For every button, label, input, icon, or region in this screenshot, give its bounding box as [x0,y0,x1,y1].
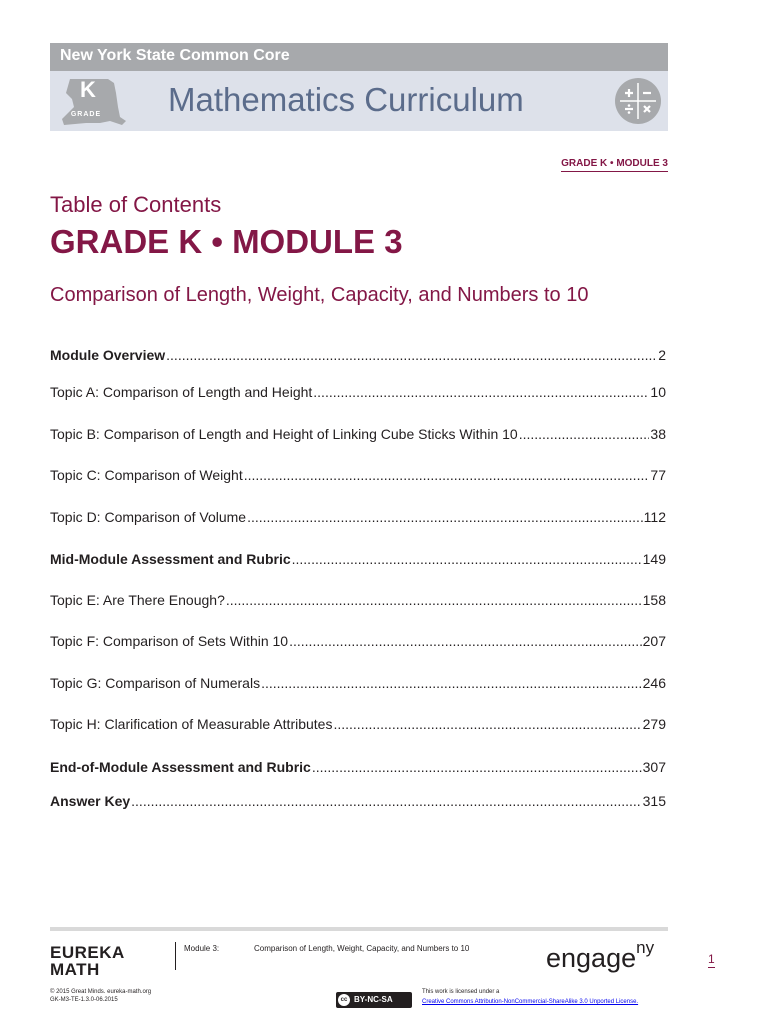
toc-entry-label: Topic B: Comparison of Length and Height of Linking Cube Sticks Within 10 [50,426,518,442]
curriculum-title: Mathematics Curriculum [168,81,524,118]
toc-entry[interactable] [50,716,666,732]
module-subtitle: Comparison of Length, Weight, Capacity, and Numbers to 10 [50,284,589,306]
logo-line-2: MATH [50,960,100,979]
grade-letter: K [80,77,96,102]
toc-leader-dots [131,793,641,809]
toc-leader-dots [333,716,641,732]
creative-commons-badge[interactable] [336,992,412,1008]
toc-entry-label: Topic H: Clarification of Measurable Attributes [50,716,333,732]
toc-leader-dots [247,509,643,525]
license-link[interactable]: Creative Commons Attribution-NonCommercial-ShareAlike 3.0 Unported License. [422,999,639,1005]
toc-entry[interactable] [50,675,666,691]
toc-entry[interactable] [50,384,666,400]
toc-entry-label: End-of-Module Assessment and Rubric [50,759,311,775]
copyright-line: © 2015 Great Minds. eureka-math.org [50,989,152,995]
toc-heading: Table of Contents [50,192,222,217]
toc-entry-label: Module Overview [50,347,166,363]
module-tag: GRADE K • MODULE 3 [561,158,668,172]
license-text: This work is licensed under a [422,989,500,995]
page-title: GRADE K • MODULE 3 [50,223,403,260]
toc-entry-page: 77 [650,467,666,483]
toc-leader-dots [292,551,642,567]
toc-entry-page: 10 [650,384,666,400]
header-banner-main [50,71,668,131]
toc-entry-label: Topic C: Comparison of Weight [50,467,243,483]
toc-leader-dots [312,759,642,775]
copyright-block [50,988,151,1004]
toc-entry-page: 246 [642,675,666,691]
toc-entry-page: 279 [642,716,666,732]
toc-leader-dots [289,633,642,649]
engage-sup: ny [636,938,655,957]
toc-entry-page: 315 [642,793,666,809]
page-number: 1 [708,952,715,966]
toc-entry[interactable] [50,592,666,608]
toc-entry-page: 307 [642,759,666,775]
engageny-logo [546,938,655,974]
toc-entry[interactable] [50,426,666,442]
toc-entry-label: Topic A: Comparison of Length and Height [50,384,313,400]
footer-divider [50,927,668,931]
program-name: New York State Common Core [60,47,290,64]
toc-leader-dots [244,467,650,483]
footer-module-label: Module 3: [184,944,220,953]
toc-entry-label: Topic F: Comparison of Sets Within 10 [50,633,289,649]
toc-entry-page: 112 [643,509,666,525]
toc-leader-dots [166,347,657,363]
math-operations-icon [614,77,662,125]
toc-entry-page: 38 [650,426,666,442]
toc-leader-dots [519,426,650,442]
toc-entry[interactable] [50,509,666,525]
toc-entry-label: Topic D: Comparison of Volume [50,509,247,525]
toc-entry[interactable] [50,347,666,363]
footer-module-title: Comparison of Length, Weight, Capacity, and Numbers to 10 [254,944,470,953]
cc-icon: cc [338,994,350,1006]
engage-text: engage [546,943,637,973]
footer-separator [175,942,176,970]
header-banner-top [50,43,668,71]
toc-entry-page: 158 [642,592,666,608]
toc-entry[interactable] [50,551,666,567]
toc-entry-page: 207 [642,633,666,649]
toc-leader-dots [313,384,649,400]
toc-entry-label: Topic G: Comparison of Numerals [50,675,261,691]
toc-entry[interactable] [50,793,666,809]
toc-entry-page: 2 [658,347,666,363]
toc-entry[interactable] [50,759,666,775]
toc-entry-label: Answer Key [50,793,131,809]
toc-leader-dots [261,675,642,691]
toc-leader-dots [226,592,642,608]
grade-word: GRADE [70,111,102,118]
logo-line-1: EUREKA [50,943,125,962]
toc-entry-page: 149 [642,551,666,567]
toc-entry-label: Mid-Module Assessment and Rubric [50,551,291,567]
toc-entry[interactable] [50,467,666,483]
document-code: GK-M3-TE-1.3.0-06.2015 [50,997,118,1003]
toc-entry[interactable] [50,633,666,649]
eureka-math-logo [50,944,125,978]
toc-entry-label: Topic E: Are There Enough? [50,592,225,608]
cc-badge-label: BY-NC-SA [354,995,393,1004]
